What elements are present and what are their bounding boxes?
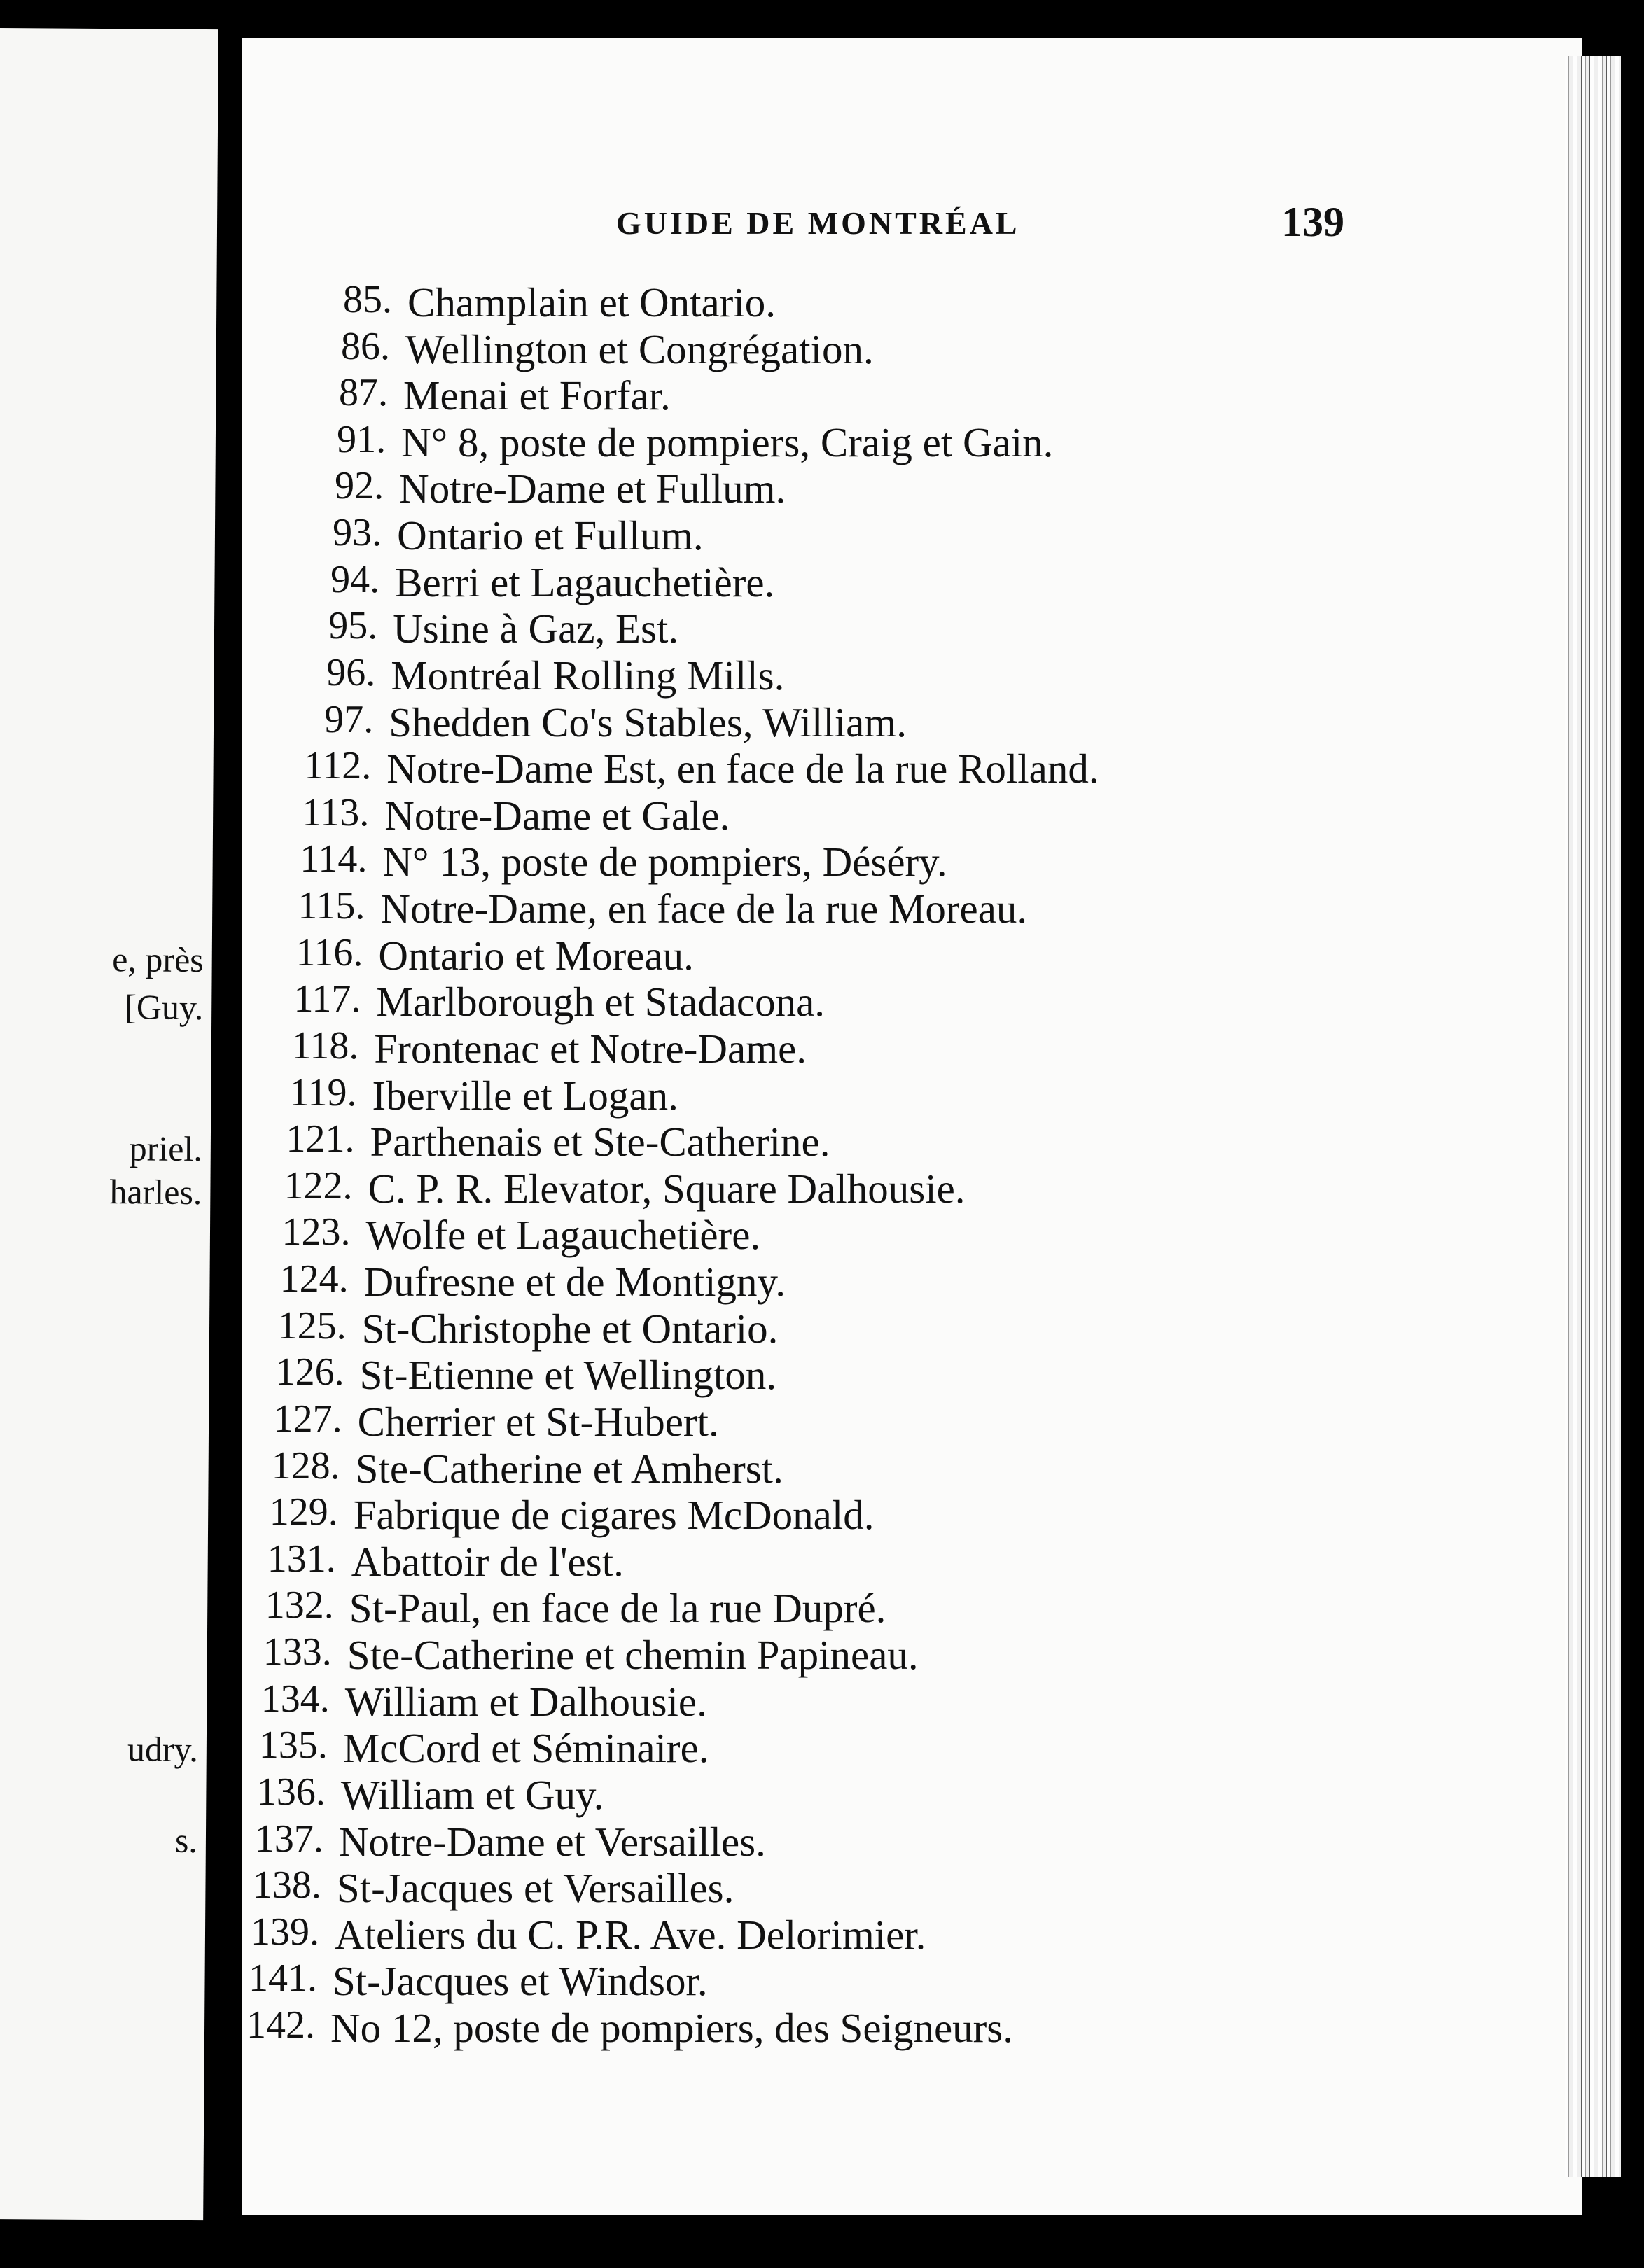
entry-text: William et Guy.	[340, 1771, 604, 1818]
entry-text: Cherrier et St-Hubert.	[357, 1398, 719, 1445]
entry-number: 115.	[298, 884, 365, 928]
entry-text: Menai et Forfar.	[403, 372, 671, 419]
entry-number: 93.	[333, 511, 382, 555]
page-number: 139	[1281, 199, 1344, 245]
entry-number: 124.	[279, 1257, 349, 1301]
entry-number: 133.	[263, 1630, 332, 1674]
entry-text: St-Etienne et Wellington.	[359, 1352, 777, 1399]
entry-number: 138.	[252, 1863, 321, 1907]
entry-number: 135.	[258, 1723, 328, 1768]
facing-page-fragment: e, près	[112, 939, 204, 980]
entry-number: 113.	[302, 790, 370, 834]
entry-text: Marlborough et Stadacona.	[376, 979, 826, 1026]
entry-number: 132.	[265, 1583, 334, 1628]
entry-text: N° 13, poste de pompiers, Déséry.	[382, 839, 947, 886]
entry-text: Fabrique de cigares McDonald.	[353, 1492, 875, 1539]
entry-number: 94.	[330, 557, 380, 601]
entry-text: Ateliers du C. P.R. Ave. Delorimier.	[334, 1911, 926, 1958]
entry-number: 129.	[269, 1490, 338, 1534]
entry-text: St-Paul, en face de la rue Dupré.	[349, 1585, 886, 1632]
entry-text: St-Jacques et Windsor.	[332, 1958, 708, 2005]
entry-number: 116.	[295, 930, 363, 974]
entry-number: 121.	[286, 1117, 355, 1161]
entry-text: Montréal Rolling Mills.	[391, 652, 785, 699]
entry-text: Usine à Gaz, Est.	[393, 606, 679, 652]
entry-text: St-Jacques et Versailles.	[336, 1865, 734, 1912]
entry-text: Notre-Dame et Gale.	[384, 792, 730, 839]
entry-number: 125.	[277, 1303, 347, 1348]
entry-text: Notre-Dame et Versailles.	[338, 1818, 766, 1865]
entry-text: Ontario et Moreau.	[378, 932, 694, 979]
entry-number: 126.	[275, 1350, 344, 1394]
entry-number: 87.	[339, 371, 389, 415]
entry-number: 91.	[337, 417, 386, 461]
entry-text: Wellington et Congrégation.	[405, 326, 874, 372]
entry-number: 86.	[341, 324, 391, 368]
entry-text: Parthenais et Ste-Catherine.	[370, 1119, 830, 1166]
entry-text: Champlain et Ontario.	[407, 279, 776, 326]
entry-number: 139.	[250, 1910, 319, 1954]
entry-text: Ste-Catherine et Amherst.	[355, 1445, 783, 1492]
entry-text: St-Christophe et Ontario.	[361, 1305, 779, 1352]
facing-page-fragment: priel.	[129, 1128, 203, 1169]
entry-number: 97.	[324, 697, 374, 741]
entry-text: Iberville et Logan.	[372, 1072, 678, 1119]
entry-text: N° 8, poste de pompiers, Craig et Gain.	[401, 419, 1054, 465]
entry-number: 142.	[246, 2003, 315, 2047]
entry-number: 117.	[293, 977, 361, 1021]
entry-text: No 12, poste de pompiers, des Seigneurs.	[330, 2005, 1013, 2051]
entry-number: 128.	[271, 1443, 340, 1488]
entry-text: Ste-Catherine et chemin Papineau.	[347, 1632, 919, 1679]
entry-number: 122.	[284, 1163, 353, 1208]
entry-number: 127.	[273, 1396, 342, 1441]
entry-number: 119.	[289, 1070, 357, 1114]
entry-text: Notre-Dame Est, en face de la rue Rolland.	[386, 746, 1099, 792]
entry-number: 96.	[326, 650, 376, 694]
entry-text: William et Dalhousie.	[344, 1678, 707, 1725]
entry-text: Wolfe et Lagauchetière.	[365, 1212, 761, 1259]
entry-text: Dufresne et de Montigny.	[363, 1259, 786, 1306]
entry-number: 118.	[291, 1023, 359, 1068]
facing-page-fragment: harles.	[109, 1172, 202, 1212]
entry-number: 123.	[281, 1210, 351, 1254]
entry-number: 85.	[343, 278, 392, 321]
facing-page-fragment: s.	[174, 1820, 198, 1861]
running-head: GUIDE DE MONTRÉAL	[616, 205, 1020, 241]
entry-text: Notre-Dame et Fullum.	[399, 465, 786, 512]
entry-number: 136.	[256, 1770, 326, 1814]
entry-number: 137.	[254, 1816, 323, 1861]
entry-number: 131.	[267, 1536, 336, 1581]
facing-page-fragment: [Guy.	[125, 987, 204, 1028]
entry-text: Berri et Lagauchetière.	[395, 559, 775, 606]
entry-number: 134.	[260, 1676, 330, 1721]
entry-text: Ontario et Fullum.	[397, 512, 704, 559]
entry-number: 141.	[248, 1956, 317, 2001]
facing-page-fragment: udry.	[127, 1729, 199, 1770]
entry-text: C. P. R. Elevator, Square Dalhousie.	[368, 1165, 966, 1212]
entry-text: Frontenac et Notre-Dame.	[374, 1025, 807, 1072]
entry-number: 112.	[304, 744, 372, 788]
entry-number: 95.	[328, 604, 378, 648]
entry-text: McCord et Séminaire.	[342, 1725, 709, 1772]
entry-number: 114.	[300, 837, 368, 881]
entry-text: Notre-Dame, en face de la rue Moreau.	[380, 886, 1028, 932]
entry-text: Shedden Co's Stables, William.	[389, 699, 907, 746]
entry-text: Abattoir de l'est.	[351, 1538, 624, 1585]
entry-number: 92.	[335, 464, 384, 508]
